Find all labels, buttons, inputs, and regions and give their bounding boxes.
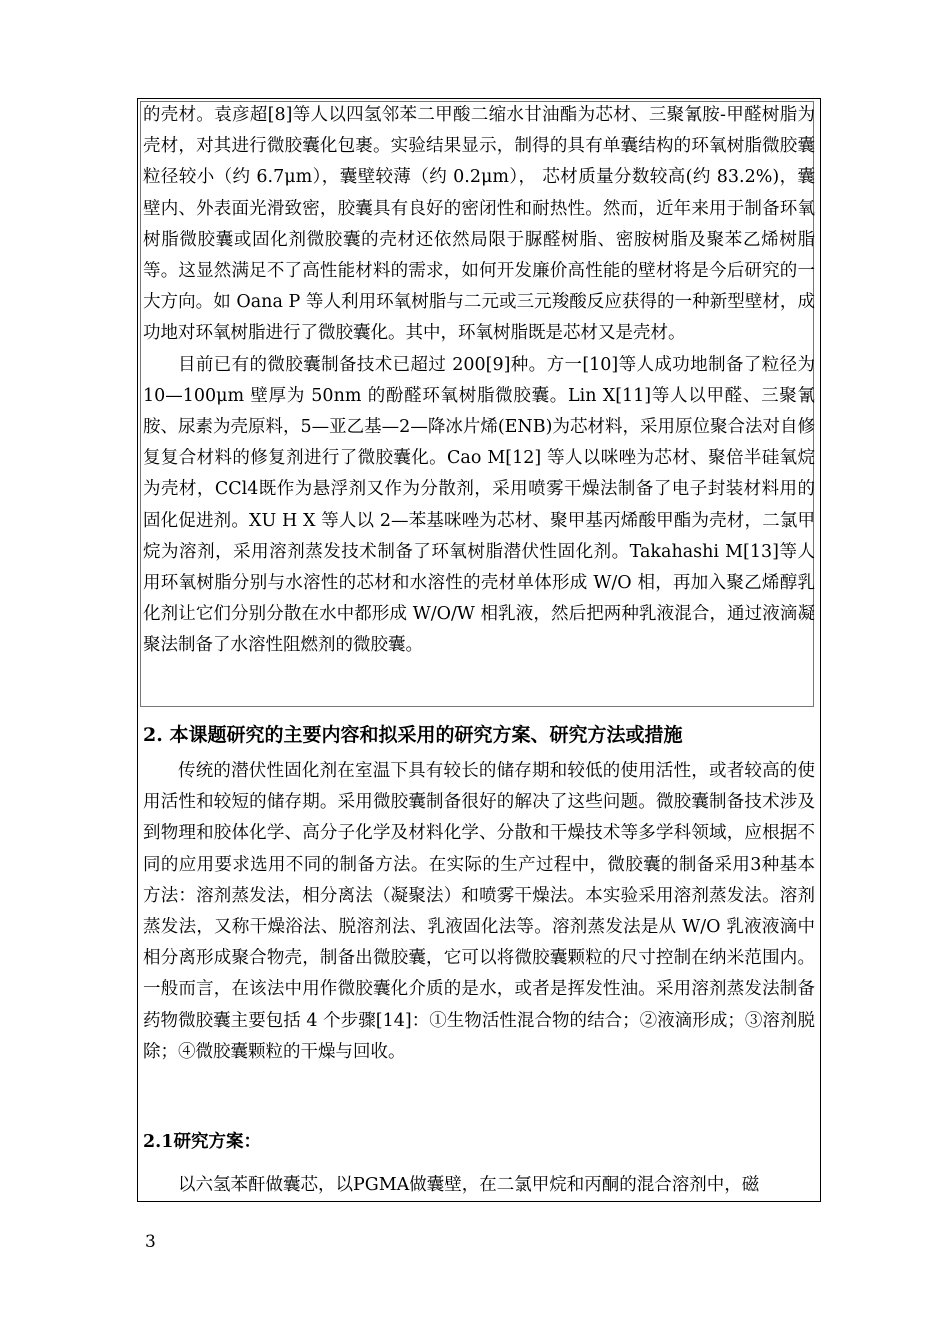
page-number: 3 [145,1232,156,1252]
section2-para2: 以六氢苯酐做囊芯，以PGMA做囊壁，在二氯甲烷和丙酮的混合溶剂中，磁 [178,1175,760,1195]
section1-body [143,100,815,662]
section2-para1: 传统的潜伏性固化剂在室温下具有较长的储存期和较低的使用活性，或者较高的使用活性和较短的储存期。采用微胶囊制备很好的解决了这些问题。微胶囊制备技术涉及到物理和胶体化学、高分子化学及材料化学、分散和干燥技术等多学科领域，应根据不同的应用要求选用不同的制备方法。在实际的生产过程中，微胶囊的制备采用3种基本方法：溶剂蒸发法，相分离法（凝聚法）和喷雾干燥法。本实验采用溶剂蒸发法。溶剂蒸发法，又称干燥浴法、脱溶剂法、乳液固化法等。溶剂蒸发法是从 W/O 乳液液滴中相分离形成聚合物壳，制备出微胶囊，它可以将微胶囊颗粒的尺寸控制在纳米范围内。一般而言，在该法中用作微胶囊化介质的是水，或者是挥发性油。采用溶剂蒸发法制备药物微胶囊主要包括 4 个步骤[14]：①生物活性混合物的结合；②液滴形成；③溶剂脱除；④微胶囊颗粒的干燥与回收。 [143,761,815,1062]
section1-para2: 目前已有的微胶囊制备技术已超过 200[9]种。方一[10]等人成功地制备了粒径为 10—100μm 壁厚为 50nm 的酚醛环氧树脂微胶囊。Lin X[11]等人以甲醛、三聚氰胺、尿素为壳原料，5—亚乙基—2—降冰片烯(ENB)为芯材料，采用原位聚合法对自修复复合材料的修复剂进行了微胶囊化。Cao M[12] 等人以咪唑为芯材、聚倍半硅氧烷为壳材，CCl4既作为悬浮剂又作为分散剂，采用喷雾干燥法制备了电子封装材料用的固化促进剂。XU H X 等人以 2—苯基咪唑为芯材、聚甲基丙烯酸甲酯为壳材，二氯甲烷为溶剂，采用溶剂蒸发技术制备了环氧树脂潜伏性固化剂。Takahashi M[13]等人用环氧树脂分别与水溶性的芯材和水溶性的壳材单体形成 W/O 相，再加入聚乙烯醇乳化剂让它们分别分散在水中都形成 W/O/W 相乳液，然后把两种乳液混合，通过液滴凝聚法制备了水溶性阻燃剂的微胶囊。 [143,354,815,656]
section2-body [143,756,815,1068]
section2-heading: 2. 本课题研究的主要内容和拟采用的研究方案、研究方法或措施 [143,724,683,746]
section1-para1: 的壳材。袁彦超[8]等人以四氢邻苯二甲酸二缩水甘油酯为芯材、三聚氰胺-甲醛树脂为壳材，对其进行微胶囊化包裹。实验结果显示，制得的具有单囊结构的环氧树脂微胶囊粒径较小（约 6.7μm），囊壁较薄（约 0.2μm）， 芯材质量分数较高(约 83.2%)，囊壁内、外表面光滑致密，胶囊具有良好的密闭性和耐热性。然而，近年来用于制备环氧树脂微胶囊或固化剂微胶囊的壳材还依然局限于脲醛树脂、密胺树脂及聚苯乙烯树脂等。这显然满足不了高性能材料的需求，如何开发廉价高性能的壁材将是今后研究的一大方向。如 Oana P 等人利用环氧树脂与二元或三元羧酸反应获得的一种新型壁材，成功地对环氧树脂进行了微胶囊化。其中，环氧树脂既是芯材又是壳材。 [143,105,815,344]
subsection-heading: 2.1研究方案： [143,1132,261,1152]
